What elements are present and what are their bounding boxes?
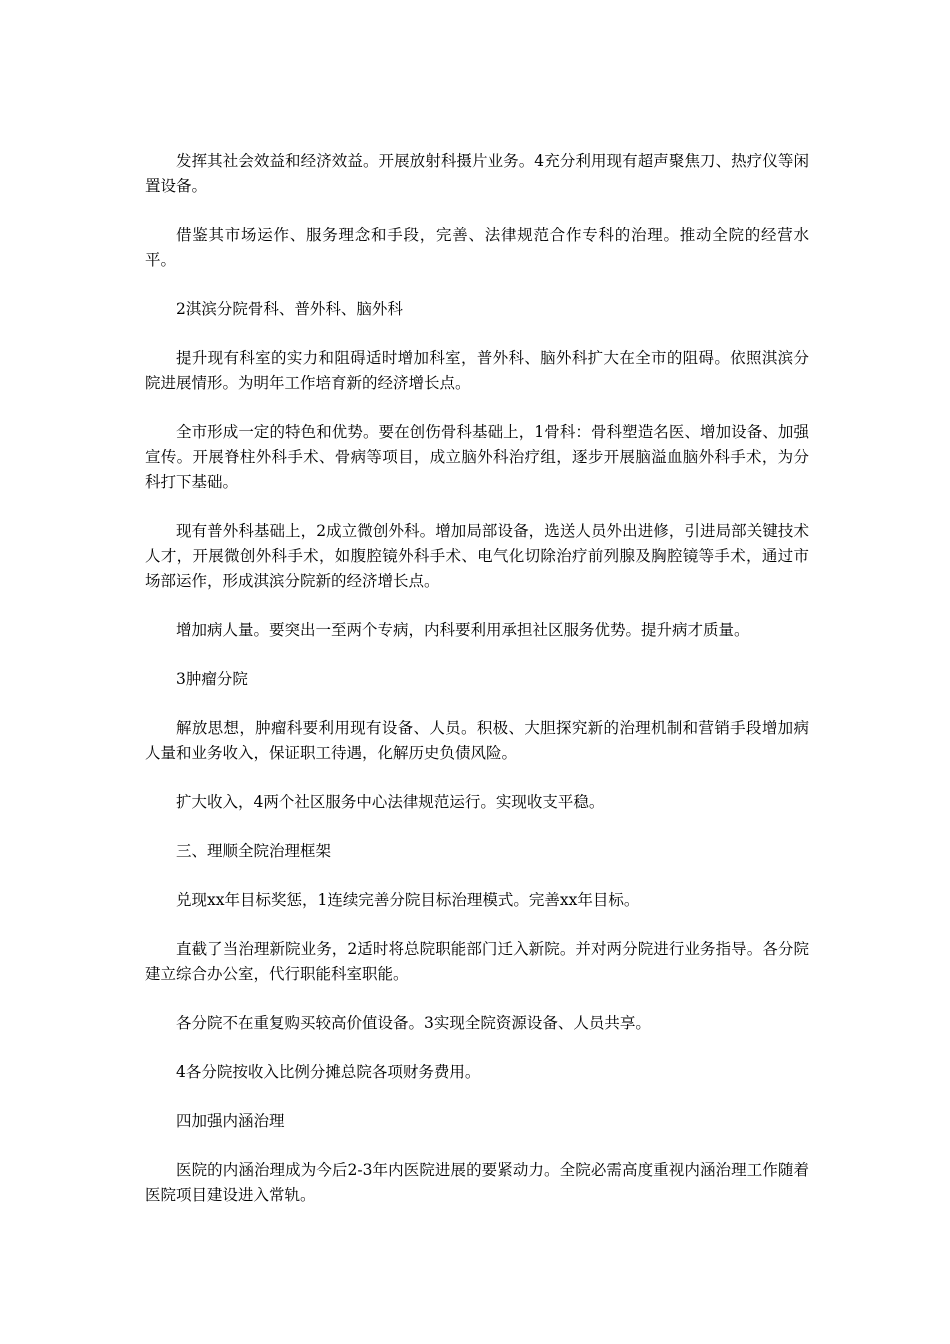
paragraph: 各分院不在重复购买较高价值设备。3实现全院资源设备、人员共享。 [176, 1014, 651, 1032]
section-heading: 三、理顺全院治理框架 [176, 842, 332, 860]
paragraph: 增加病人量。要突出一至两个专病，内科要利用承担社区服务优势。提升病才质量。 [176, 621, 750, 639]
paragraph: 全市形成一定的特色和优势。要在创伤骨科基础上，1骨科：骨科塑造名医、增加设备、加强宣传。开展脊柱外科手术、骨病等项目，成立脑外科治疗组，逐步开展脑溢血脑外科手术，为分科打下基础。 [145, 423, 809, 491]
paragraph: 解放思想，肿瘤科要利用现有设备、人员。积极、大胆探究新的治理机制和营销手段增加病人量和业务收入，保证职工待遇，化解历史负债风险。 [145, 719, 809, 762]
paragraph: 现有普外科基础上，2成立微创外科。增加局部设备，选送人员外出进修，引进局部关键技术人才，开展微创外科手术，如腹腔镜外科手术、电气化切除治疗前列腺及胸腔镜等手术，通过市场部运作，形成淇滨分院新的经济增长点。 [145, 522, 809, 590]
paragraph: 提升现有科室的实力和阻碍适时增加科室，普外科、脑外科扩大在全市的阻碍。依照淇滨分院进展情形。为明年工作培育新的经济增长点。 [145, 349, 809, 392]
paragraph: 4各分院按收入比例分摊总院各项财务费用。 [176, 1063, 481, 1081]
document-body [145, 149, 809, 1232]
paragraph: 借鉴其市场运作、服务理念和手段，完善、法律规范合作专科的治理。推动全院的经营水平。 [145, 226, 809, 269]
section-heading: 3肿瘤分院 [176, 670, 248, 688]
paragraph: 扩大收入，4两个社区服务中心法律规范运行。实现收支平稳。 [176, 793, 605, 811]
section-heading: 四加强内涵治理 [176, 1112, 285, 1130]
section-heading: 2淇滨分院骨科、普外科、脑外科 [176, 300, 403, 318]
paragraph: 直截了当治理新院业务，2适时将总院职能部门迁入新院。并对两分院进行业务指导。各分院建立综合办公室，代行职能科室职能。 [145, 940, 809, 983]
paragraph: 兑现xx年目标奖惩，1连续完善分院目标治理模式。完善xx年目标。 [176, 891, 640, 909]
paragraph: 发挥其社会效益和经济效益。开展放射科摄片业务。4充分利用现有超声聚焦刀、热疗仪等闲置设备。 [145, 152, 809, 195]
paragraph: 医院的内涵治理成为今后2-3年内医院进展的要紧动力。全院必需高度重视内涵治理工作随着医院项目建设进入常轨。 [145, 1161, 809, 1204]
